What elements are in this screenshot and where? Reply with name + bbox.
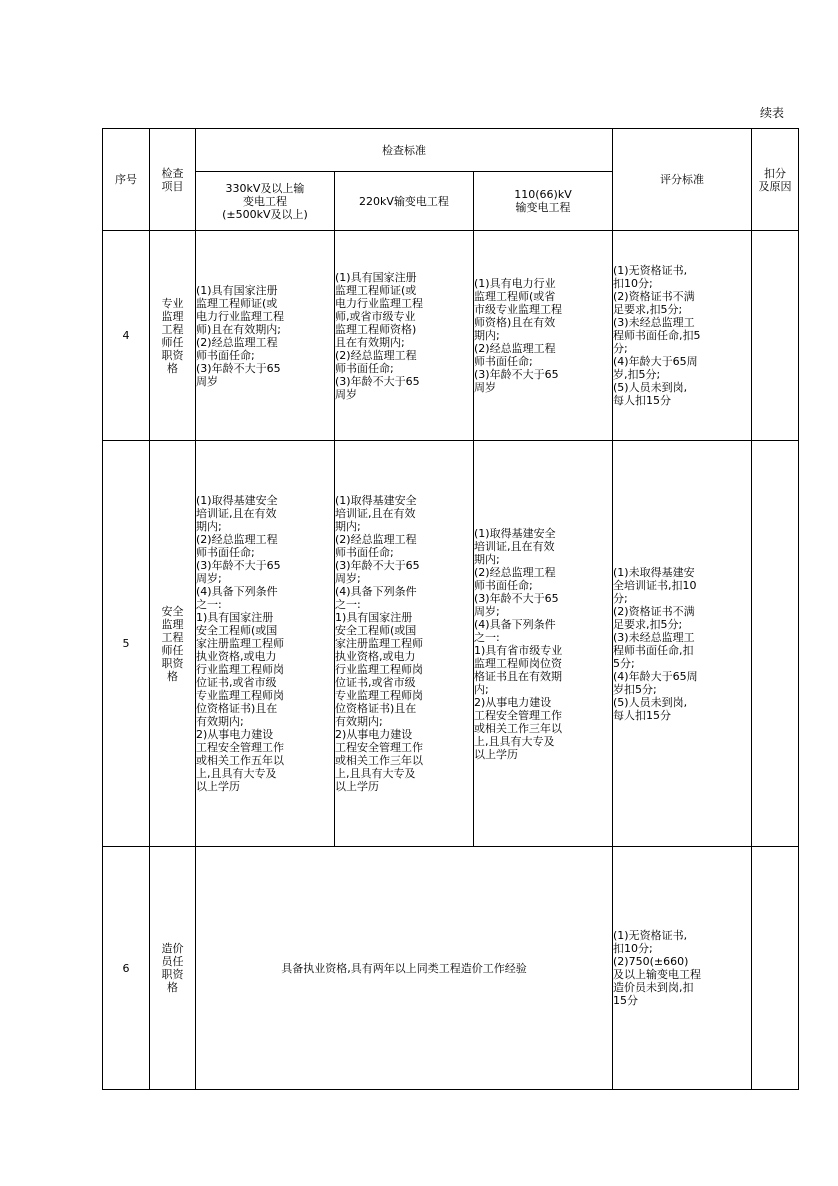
- inspection-table: [102, 128, 799, 1090]
- row-standard-110kv: (1)取得基建安全 培训证,且在有效 期内; (2)经总监理工程 师书面任命; (3)年龄不大于65 周岁; (4)具备下列条件 之一: 1)具有省市级专业 监理工程师岗位资 格证书且在有效期 内; 2)从事电力建设 工程安全管理工作 或相关工作三年以 上,且具有大专及 以上学历: [474, 441, 613, 847]
- header-deduction: 扣分 及原因: [752, 129, 799, 231]
- row-item: 专业 监理 工程 师任 职资 格: [150, 231, 196, 441]
- header-row-top: [103, 129, 799, 172]
- row-seq: 6: [103, 847, 150, 1090]
- header-standard-group: 检查标准: [196, 129, 613, 172]
- row-scoring: (1)无资格证书, 扣10分; (2)资格证书不满 足要求,扣5分; (3)未经总监理工 程师书面任命,扣5 分; (4)年龄大于65周 岁,扣5分; (5)人员未到岗, 每人扣15分: [613, 231, 752, 441]
- header-scoring: 评分标准: [613, 129, 752, 231]
- table-row: [103, 847, 799, 1090]
- row-standard-merged: 具备执业资格,具有两年以上同类工程造价工作经验: [196, 847, 613, 1090]
- header-standard-220kv: 220kV输变电工程: [335, 172, 474, 231]
- row-scoring: (1)无资格证书, 扣10分; (2)750(±660) 及以上输变电工程 造价员未到岗,扣 15分: [613, 847, 752, 1090]
- row-standard-330kv: (1)具有国家注册 监理工程师证(或 电力行业监理工程 师)且在有效期内; (2)经总监理工程 师书面任命; (3)年龄不大于65 周岁: [196, 231, 335, 441]
- table-row: [103, 231, 799, 441]
- row-item: 安全 监理 工程 师任 职资 格: [150, 441, 196, 847]
- row-seq: 5: [103, 441, 150, 847]
- header-standard-110kv: 110(66)kV 输变电工程: [474, 172, 613, 231]
- row-standard-220kv: (1)取得基建安全 培训证,且在有效 期内; (2)经总监理工程 师书面任命; (3)年龄不大于65 周岁; (4)具备下列条件 之一: 1)具有国家注册 安全工程师(或国 家注册监理工程师 执业资格,或电力 行业监理工程师岗 位证书,或省市级 专业监理工程师岗 位资格证书)且在 有效期内; 2)从事电力建设 工程安全管理工作 或相关工作三年以 上,且具有大专及 以上学历: [335, 441, 474, 847]
- row-deduction: [752, 231, 799, 441]
- row-standard-330kv: (1)取得基建安全 培训证,且在有效 期内; (2)经总监理工程 师书面任命; (3)年龄不大于65 周岁; (4)具备下列条件 之一: 1)具有国家注册 安全工程师(或国 家注册监理工程师 执业资格,或电力 行业监理工程师岗 位证书,或省市级 专业监理工程师岗 位资格证书)且在 有效期内; 2)从事电力建设 工程安全管理工作 或相关工作五年以 上,且具有大专及 以上学历: [196, 441, 335, 847]
- header-item: 检查 项目: [150, 129, 196, 231]
- row-seq: 4: [103, 231, 150, 441]
- header-standard-330kv: 330kV及以上输 变电工程 (±500kV及以上): [196, 172, 335, 231]
- row-deduction: [752, 441, 799, 847]
- row-deduction: [752, 847, 799, 1090]
- row-standard-220kv: (1)具有国家注册 监理工程师证(或 电力行业监理工程 师,或省市级专业 监理工程师资格) 且在有效期内; (2)经总监理工程 师书面任命; (3)年龄不大于65 周岁: [335, 231, 474, 441]
- row-item: 造价 员任 职资 格: [150, 847, 196, 1090]
- row-standard-110kv: (1)具有电力行业 监理工程师(或省 市级专业监理工程 师资格)且在有效 期内; (2)经总监理工程 师书面任命; (3)年龄不大于65 周岁: [474, 231, 613, 441]
- table-row: [103, 441, 799, 847]
- row-scoring: (1)未取得基建安 全培训证书,扣10 分; (2)资格证书不满 足要求,扣5分; (3)未经总监理工 程师书面任命,扣 5分; (4)年龄大于65周 岁扣5分; (5)人员未到岗, 每人扣15分: [613, 441, 752, 847]
- header-seq: 序号: [103, 129, 150, 231]
- continued-caption: 续表: [760, 106, 785, 120]
